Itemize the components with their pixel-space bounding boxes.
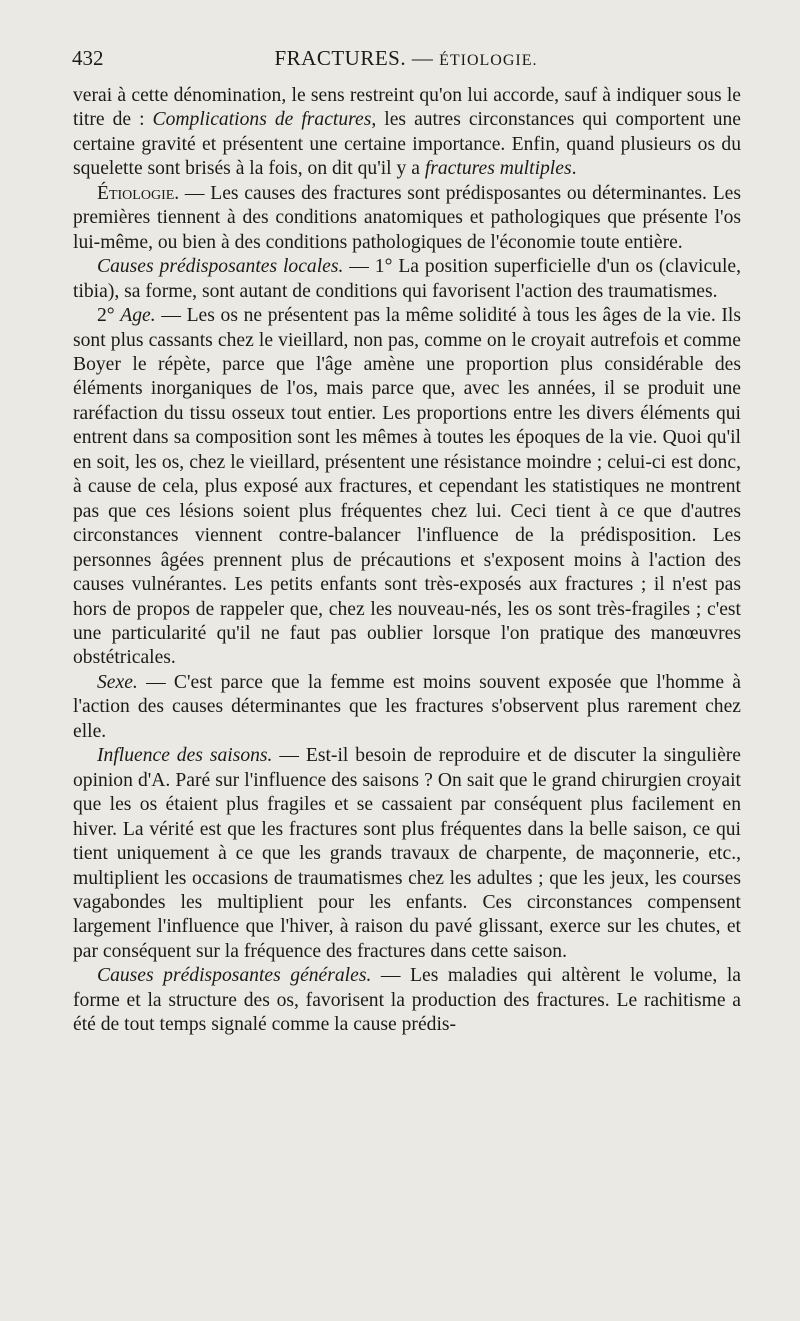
italic-run: fractures multiples (424, 158, 572, 180)
italic-run: Complications de fractures (152, 109, 372, 131)
text-run: . (571, 158, 577, 180)
header-subtitle: ÉTIOLOGIE. (439, 52, 538, 69)
text-run: 2° (97, 305, 121, 327)
text-run: — Les causes des fractures sont prédisposantes ou déterminantes. Les premières tiennent à des conditions anatomiques et pathologiques que présente l'os lui-même, ou bien à des conditions pathologiques de l'économie toute entière. (73, 182, 741, 253)
text-run: — C'est parce que la femme est moins souvent exposée que l'homme à l'action des causes déterminantes que les fractures s'observent plus rarement chez elle. (73, 671, 741, 742)
paragraph (73, 744, 741, 964)
paragraph (73, 182, 741, 255)
text-run: — 1° La position superficielle d'un os (clavicule, tibia), sa forme, sont autant de conditions qui favorisent l'action des traumatismes. (73, 256, 741, 302)
italic-run: Sexe. (97, 671, 138, 693)
header-title: FRACTURES. (274, 46, 407, 70)
italic-run: Influence des saisons. (97, 745, 273, 767)
text-run: — Les maladies qui altèrent le volume, la forme et la structure des os, favorisent la production des fractures. Le rachitisme a été de tout temps signalé comme la cause prédis- (73, 965, 741, 1036)
paragraph (73, 304, 741, 671)
paragraph (73, 84, 741, 182)
paragraph (73, 255, 741, 304)
paragraph (73, 671, 741, 744)
running-header (72, 46, 740, 76)
text-run: , les autres circonstances qui comportent une certaine gravité et présentent une certaine importance. Enfin, quand plusieurs os du squelette sont brisés à la fois, on dit qu'il y a (73, 109, 741, 180)
italic-run: Causes prédisposantes locales. (97, 256, 344, 278)
body-text (73, 84, 741, 1038)
running-title (72, 46, 740, 71)
italic-run: Causes prédisposantes générales. (97, 965, 372, 987)
text-run: — Les os ne présentent pas la même solidité à tous les âges de la vie. Ils sont plus cassants chez le vieillard, non pas, comme on le croyait autrefois et comme Boyer le répète, parce que l'âge amène une proportion plus considérable des éléments inorganiques de l'os, mais parce que, avec les années, il se produit une raréfaction du tissu osseux tout entier. Les proportions entre les divers éléments qui entrent dans sa composition sont les mêmes à toutes les époques de la vie. Quoi qu'il en soit, les os, chez le vieillard, présentent une résistance moindre ; celui-ci est donc, à cause de cela, plus exposé aux fractures, et cependant les statistiques ne montrent pas que ces lésions soient plus fréquentes chez lui. Ceci tient à ce que d'autres circonstances viennent contre-balancer l'influence de la prédisposition. Les personnes âgées prennent plus de précautions et s'exposent moins à l'action des causes vulnérantes. Les petits enfants sont très-exposés aux fractures ; il n'est pas hors de propos de rappeler que, chez les nouveau-nés, les os sont très-fragiles ; c'est une particularité qu'il ne faut pas oublier lorsque l'on pratique des manœuvres obstétricales. (73, 305, 742, 669)
header-dash: — (411, 46, 434, 70)
italic-run: Age. (120, 305, 156, 327)
text-run: — Est-il besoin de reproduire et de discuter la singulière opinion d'A. Paré sur l'influence des saisons ? On sait que le grand chirurgien croyait que les os étaient plus fragiles et se cassaient par conséquent plus facilement en hiver. La vérité est que les fractures sont plus fréquentes dans la belle saison, ce qui tient uniquement à ce que les grands travaux de charpente, de maçonnerie, etc., multiplient les occasions de traumatismes chez les adultes ; que les jeux, les courses vagabondes les multiplient pour les enfants. Ces circonstances compensent largement l'influence que l'hiver, à raison du pavé glissant, exerce sur les chutes, et par conséquent sur la fréquence des fractures dans cette saison. (73, 745, 742, 962)
section-heading: Étiologie. (97, 182, 180, 204)
paragraph (73, 964, 741, 1037)
page-number: 432 (72, 46, 104, 70)
text-run: verai à cette dénomination, le sens restreint qu'on lui accorde, sauf à indiquer sous le titre de : (73, 85, 741, 131)
